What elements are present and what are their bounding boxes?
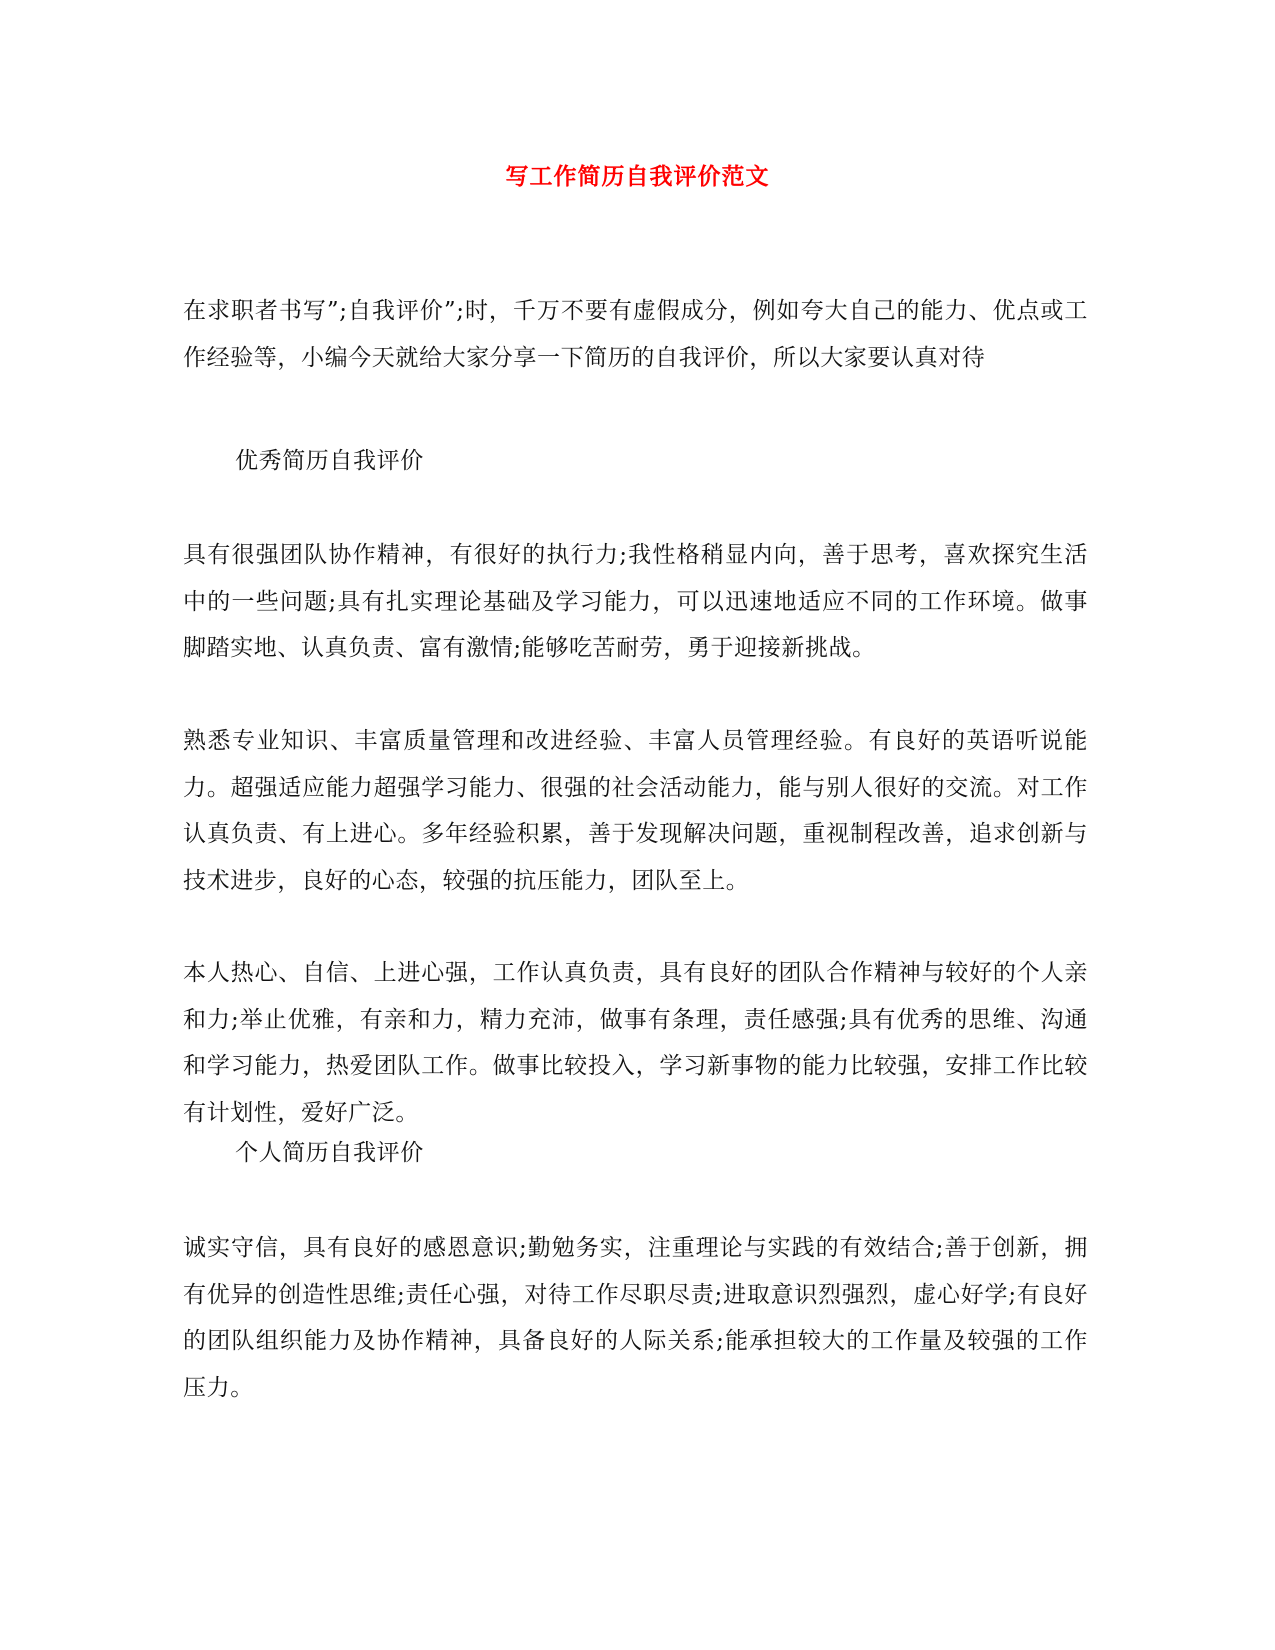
body-paragraph: 本人热心、自信、上进心强，工作认真负责，具有良好的团队合作精神与较好的个人亲和力;举止优雅，有亲和力，精力充沛，做事有条理，责任感强;具有优秀的思维、沟通和学习能力，热爱团队工作。做事比较投入，学习新事物的能力比较强，安排工作比较有计划性，爱好广泛。: [183, 960, 1088, 1126]
body-paragraph: 诚实守信，具有良好的感恩意识;勤勉务实，注重理论与实践的有效结合;善于创新，拥有优异的创造性思维;责任心强，对待工作尽职尽责;进取意识烈强烈，虚心好学;有良好的团队组织能力及协作精神，具备良好的人际关系;能承担较大的工作量及较强的工作压力。: [183, 1235, 1088, 1401]
section-heading-personal-resume: 个人简历自我评价: [235, 1140, 424, 1166]
body-paragraph: 具有很强团队协作精神，有很好的执行力;我性格稍显内向，善于思考，喜欢探究生活中的一些问题;具有扎实理论基础及学习能力，可以迅速地适应不同的工作环境。做事脚踏实地、认真负责、富有激情;能够吃苦耐劳，勇于迎接新挑战。: [183, 542, 1088, 661]
section-heading-excellent-resume: 优秀简历自我评价: [235, 448, 424, 474]
page-title: 写工作简历自我评价范文: [505, 163, 770, 190]
intro-paragraph: 在求职者书写”;自我评价”;时，千万不要有虚假成分，例如夸大自己的能力、优点或工作经验等，小编今天就给大家分享一下简历的自我评价，所以大家要认真对待: [183, 298, 1088, 371]
body-paragraph: 熟悉专业知识、丰富质量管理和改进经验、丰富人员管理经验。有良好的英语听说能力。超强适应能力超强学习能力、很强的社会活动能力，能与别人很好的交流。对工作认真负责、有上进心。多年经验积累，善于发现解决问题，重视制程改善，追求创新与技术进步，良好的心态，较强的抗压能力，团队至上。: [183, 728, 1088, 894]
